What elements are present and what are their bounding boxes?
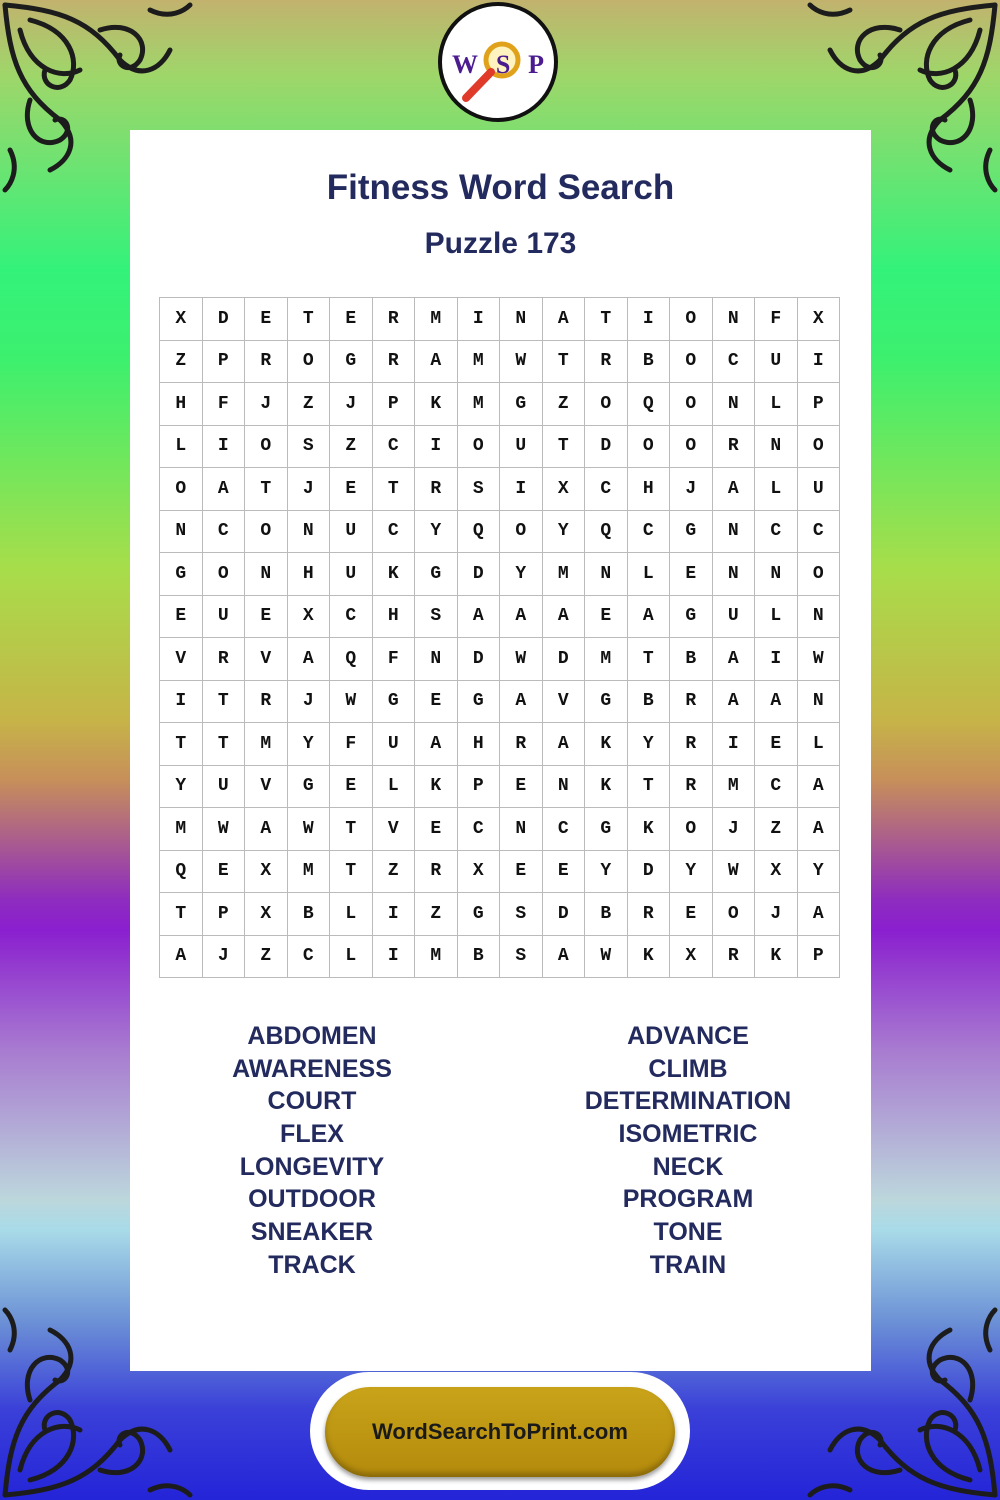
grid-cell[interactable]: M: [415, 298, 458, 341]
grid-cell[interactable]: O: [458, 426, 501, 469]
grid-cell[interactable]: D: [543, 638, 586, 681]
grid-cell[interactable]: O: [288, 341, 331, 384]
grid-cell[interactable]: U: [798, 468, 841, 511]
grid-cell[interactable]: I: [500, 468, 543, 511]
grid-cell[interactable]: S: [458, 468, 501, 511]
grid-cell[interactable]: A: [288, 638, 331, 681]
grid-cell[interactable]: L: [330, 936, 373, 979]
grid-cell[interactable]: K: [628, 808, 671, 851]
grid-cell[interactable]: K: [373, 553, 416, 596]
grid-cell[interactable]: I: [160, 681, 203, 724]
grid-cell[interactable]: G: [415, 553, 458, 596]
grid-cell[interactable]: X: [245, 851, 288, 894]
grid-cell[interactable]: O: [670, 298, 713, 341]
grid-cell[interactable]: N: [798, 596, 841, 639]
grid-cell[interactable]: P: [798, 383, 841, 426]
grid-cell[interactable]: N: [713, 553, 756, 596]
grid-cell[interactable]: C: [585, 468, 628, 511]
grid-cell[interactable]: F: [330, 723, 373, 766]
grid-cell[interactable]: R: [245, 681, 288, 724]
grid-cell[interactable]: C: [755, 766, 798, 809]
grid-cell[interactable]: X: [458, 851, 501, 894]
grid-cell[interactable]: U: [713, 596, 756, 639]
grid-cell[interactable]: N: [755, 426, 798, 469]
grid-cell[interactable]: A: [543, 596, 586, 639]
grid-cell[interactable]: C: [543, 808, 586, 851]
grid-cell[interactable]: T: [330, 851, 373, 894]
grid-cell[interactable]: S: [415, 596, 458, 639]
grid-cell[interactable]: G: [585, 681, 628, 724]
grid-cell[interactable]: E: [755, 723, 798, 766]
grid-cell[interactable]: Z: [543, 383, 586, 426]
grid-cell[interactable]: N: [245, 553, 288, 596]
grid-cell[interactable]: L: [798, 723, 841, 766]
grid-cell[interactable]: N: [798, 681, 841, 724]
grid-cell[interactable]: E: [160, 596, 203, 639]
grid-cell[interactable]: I: [713, 723, 756, 766]
grid-cell[interactable]: R: [713, 426, 756, 469]
page-title: Fitness Word Search: [326, 168, 675, 207]
grid-cell[interactable]: Z: [755, 808, 798, 851]
word-list-item: FLEX: [280, 1120, 344, 1149]
grid-cell[interactable]: J: [330, 383, 373, 426]
grid-cell[interactable]: A: [500, 681, 543, 724]
grid-cell[interactable]: H: [458, 723, 501, 766]
grid-cell[interactable]: M: [458, 341, 501, 384]
grid-cell[interactable]: T: [543, 341, 586, 384]
word-list-item: PROGRAM: [622, 1185, 754, 1214]
grid-cell[interactable]: V: [543, 681, 586, 724]
grid-cell[interactable]: I: [628, 298, 671, 341]
grid-cell[interactable]: A: [755, 681, 798, 724]
grid-cell[interactable]: Q: [628, 383, 671, 426]
grid-cell[interactable]: S: [500, 936, 543, 979]
word-list-item: ISOMETRIC: [618, 1120, 758, 1149]
grid-cell[interactable]: E: [203, 851, 246, 894]
grid-cell[interactable]: C: [755, 511, 798, 554]
grid-cell[interactable]: W: [585, 936, 628, 979]
grid-cell[interactable]: G: [458, 681, 501, 724]
grid-cell[interactable]: T: [543, 426, 586, 469]
word-list-item: CLIMB: [648, 1054, 728, 1083]
logo-letter-s: S: [495, 50, 511, 79]
puzzle-number: Puzzle 173: [424, 227, 577, 260]
grid-cell[interactable]: K: [628, 936, 671, 979]
grid-cell[interactable]: S: [500, 893, 543, 936]
grid-cell[interactable]: X: [245, 893, 288, 936]
grid-cell[interactable]: J: [288, 681, 331, 724]
grid-cell[interactable]: C: [203, 511, 246, 554]
grid-cell[interactable]: I: [458, 298, 501, 341]
grid-cell[interactable]: M: [245, 723, 288, 766]
word-list-left: [182, 1020, 442, 1282]
grid-cell[interactable]: U: [330, 553, 373, 596]
grid-cell[interactable]: H: [628, 468, 671, 511]
grid-cell[interactable]: N: [585, 553, 628, 596]
grid-cell[interactable]: K: [755, 936, 798, 979]
grid-cell[interactable]: Q: [585, 511, 628, 554]
grid-cell[interactable]: R: [500, 723, 543, 766]
grid-cell[interactable]: E: [670, 553, 713, 596]
grid-cell[interactable]: G: [670, 511, 713, 554]
grid-cell[interactable]: L: [755, 596, 798, 639]
logo-letter-w: W: [452, 50, 478, 79]
grid-cell[interactable]: P: [203, 893, 246, 936]
grid-cell[interactable]: X: [288, 596, 331, 639]
grid-cell[interactable]: O: [713, 893, 756, 936]
grid-cell[interactable]: Q: [458, 511, 501, 554]
grid-cell[interactable]: I: [373, 936, 416, 979]
grid-cell[interactable]: E: [415, 681, 458, 724]
grid-cell[interactable]: R: [373, 298, 416, 341]
grid-cell[interactable]: O: [160, 468, 203, 511]
grid-cell[interactable]: R: [713, 936, 756, 979]
grid-cell[interactable]: Y: [500, 553, 543, 596]
grid-cell[interactable]: A: [543, 298, 586, 341]
grid-cell[interactable]: N: [415, 638, 458, 681]
grid-cell[interactable]: E: [500, 851, 543, 894]
grid-cell[interactable]: T: [628, 766, 671, 809]
grid-cell[interactable]: H: [160, 383, 203, 426]
grid-cell[interactable]: Z: [330, 426, 373, 469]
grid-cell[interactable]: P: [798, 936, 841, 979]
grid-cell[interactable]: Q: [330, 638, 373, 681]
website-link-button[interactable]: [325, 1387, 675, 1477]
grid-cell[interactable]: N: [755, 553, 798, 596]
grid-cell[interactable]: K: [415, 383, 458, 426]
grid-cell[interactable]: B: [628, 341, 671, 384]
grid-cell[interactable]: B: [670, 638, 713, 681]
grid-cell[interactable]: E: [670, 893, 713, 936]
grid-cell[interactable]: U: [203, 596, 246, 639]
grid-cell[interactable]: E: [500, 766, 543, 809]
grid-cell[interactable]: A: [713, 468, 756, 511]
grid-cell[interactable]: D: [585, 426, 628, 469]
grid-cell[interactable]: W: [500, 638, 543, 681]
grid-cell[interactable]: Z: [160, 341, 203, 384]
grid-cell[interactable]: R: [373, 341, 416, 384]
grid-cell[interactable]: J: [713, 808, 756, 851]
grid-cell[interactable]: P: [373, 383, 416, 426]
grid-cell[interactable]: T: [245, 468, 288, 511]
grid-cell[interactable]: U: [330, 511, 373, 554]
grid-cell[interactable]: T: [288, 298, 331, 341]
grid-cell[interactable]: Y: [670, 851, 713, 894]
word-list-item: DETERMINATION: [584, 1087, 792, 1116]
grid-cell[interactable]: N: [543, 766, 586, 809]
grid-cell[interactable]: M: [415, 936, 458, 979]
word-list-item: SNEAKER: [250, 1218, 374, 1247]
grid-cell[interactable]: T: [160, 893, 203, 936]
grid-cell[interactable]: F: [755, 298, 798, 341]
word-list-item: TONE: [653, 1218, 723, 1247]
grid-cell[interactable]: W: [330, 681, 373, 724]
grid-cell[interactable]: A: [415, 723, 458, 766]
grid-cell[interactable]: R: [203, 638, 246, 681]
grid-cell[interactable]: X: [670, 936, 713, 979]
grid-cell[interactable]: Y: [628, 723, 671, 766]
grid-cell[interactable]: G: [458, 893, 501, 936]
grid-cell[interactable]: O: [670, 341, 713, 384]
grid-cell[interactable]: N: [500, 808, 543, 851]
grid-cell[interactable]: C: [628, 511, 671, 554]
grid-cell[interactable]: K: [415, 766, 458, 809]
grid-cell[interactable]: A: [203, 468, 246, 511]
grid-cell[interactable]: E: [330, 766, 373, 809]
grid-cell[interactable]: X: [160, 298, 203, 341]
grid-cell[interactable]: Z: [415, 893, 458, 936]
grid-cell[interactable]: R: [628, 893, 671, 936]
grid-cell[interactable]: W: [288, 808, 331, 851]
grid-cell[interactable]: E: [415, 808, 458, 851]
grid-cell[interactable]: T: [585, 298, 628, 341]
grid-cell[interactable]: E: [330, 298, 373, 341]
grid-cell[interactable]: A: [543, 723, 586, 766]
grid-cell[interactable]: C: [288, 936, 331, 979]
grid-cell[interactable]: J: [755, 893, 798, 936]
grid-cell[interactable]: B: [585, 893, 628, 936]
word-list-item: LONGEVITY: [239, 1152, 385, 1181]
grid-cell[interactable]: F: [203, 383, 246, 426]
grid-cell[interactable]: O: [585, 383, 628, 426]
grid-cell[interactable]: O: [798, 553, 841, 596]
grid-cell[interactable]: O: [245, 511, 288, 554]
grid-cell[interactable]: X: [755, 851, 798, 894]
grid-cell[interactable]: X: [543, 468, 586, 511]
grid-cell[interactable]: N: [160, 511, 203, 554]
grid-cell[interactable]: R: [415, 468, 458, 511]
grid-cell[interactable]: O: [203, 553, 246, 596]
grid-cell[interactable]: K: [585, 723, 628, 766]
grid-cell[interactable]: F: [373, 638, 416, 681]
grid-cell[interactable]: E: [543, 851, 586, 894]
grid-cell[interactable]: U: [755, 341, 798, 384]
grid-cell[interactable]: O: [798, 426, 841, 469]
grid-cell[interactable]: C: [373, 426, 416, 469]
grid-cell[interactable]: Z: [373, 851, 416, 894]
grid-cell[interactable]: M: [160, 808, 203, 851]
site-logo[interactable]: [438, 2, 558, 122]
grid-cell[interactable]: G: [585, 808, 628, 851]
grid-cell[interactable]: L: [755, 383, 798, 426]
puzzle-sheet: [130, 130, 871, 1371]
grid-cell[interactable]: L: [628, 553, 671, 596]
grid-cell[interactable]: P: [203, 341, 246, 384]
grid-cell[interactable]: G: [330, 341, 373, 384]
grid-cell[interactable]: A: [458, 596, 501, 639]
grid-cell[interactable]: A: [543, 936, 586, 979]
grid-cell[interactable]: T: [628, 638, 671, 681]
grid-cell[interactable]: A: [713, 681, 756, 724]
grid-cell[interactable]: R: [670, 766, 713, 809]
logo-letter-p: P: [528, 50, 544, 79]
grid-cell[interactable]: E: [245, 298, 288, 341]
grid-cell[interactable]: A: [415, 341, 458, 384]
grid-cell[interactable]: T: [203, 681, 246, 724]
grid-cell[interactable]: O: [670, 383, 713, 426]
grid-cell[interactable]: D: [458, 638, 501, 681]
grid-cell[interactable]: I: [415, 426, 458, 469]
grid-cell[interactable]: R: [245, 341, 288, 384]
grid-cell[interactable]: T: [373, 468, 416, 511]
grid-cell[interactable]: I: [373, 893, 416, 936]
grid-cell[interactable]: Y: [160, 766, 203, 809]
grid-cell[interactable]: N: [713, 511, 756, 554]
grid-cell[interactable]: A: [798, 893, 841, 936]
grid-cell[interactable]: A: [500, 596, 543, 639]
grid-cell[interactable]: E: [330, 468, 373, 511]
grid-cell[interactable]: R: [585, 341, 628, 384]
grid-cell[interactable]: L: [373, 766, 416, 809]
grid-cell[interactable]: U: [203, 766, 246, 809]
grid-cell[interactable]: W: [500, 341, 543, 384]
website-link-label: WordSearchToPrint.com: [372, 1419, 628, 1444]
grid-cell[interactable]: C: [798, 511, 841, 554]
grid-cell[interactable]: D: [543, 893, 586, 936]
grid-cell[interactable]: A: [798, 808, 841, 851]
grid-cell[interactable]: C: [330, 596, 373, 639]
word-list-item: COURT: [267, 1087, 357, 1116]
grid-cell[interactable]: I: [798, 341, 841, 384]
grid-cell[interactable]: B: [458, 936, 501, 979]
grid-cell[interactable]: R: [670, 723, 713, 766]
grid-cell[interactable]: A: [798, 766, 841, 809]
grid-cell[interactable]: T: [160, 723, 203, 766]
grid-cell[interactable]: Y: [585, 851, 628, 894]
grid-cell[interactable]: I: [203, 426, 246, 469]
grid-cell[interactable]: H: [373, 596, 416, 639]
grid-cell[interactable]: T: [330, 808, 373, 851]
grid-cell[interactable]: C: [373, 511, 416, 554]
grid-cell[interactable]: L: [160, 426, 203, 469]
letter-grid: [159, 297, 840, 978]
grid-cell[interactable]: V: [373, 808, 416, 851]
word-list-item: TRAIN: [649, 1250, 727, 1279]
grid-cell[interactable]: D: [458, 553, 501, 596]
grid-cell[interactable]: Y: [543, 511, 586, 554]
grid-cell[interactable]: M: [585, 638, 628, 681]
grid-cell[interactable]: A: [628, 596, 671, 639]
grid-cell[interactable]: O: [628, 426, 671, 469]
grid-cell[interactable]: C: [713, 341, 756, 384]
grid-cell[interactable]: L: [755, 468, 798, 511]
grid-cell[interactable]: V: [160, 638, 203, 681]
grid-cell[interactable]: H: [288, 553, 331, 596]
grid-cell[interactable]: T: [203, 723, 246, 766]
grid-cell[interactable]: O: [670, 808, 713, 851]
word-list-item: AWARENESS: [232, 1054, 392, 1083]
grid-cell[interactable]: Y: [798, 851, 841, 894]
grid-cell[interactable]: G: [670, 596, 713, 639]
grid-cell[interactable]: R: [670, 681, 713, 724]
grid-cell[interactable]: C: [458, 808, 501, 851]
grid-cell[interactable]: S: [288, 426, 331, 469]
grid-cell[interactable]: A: [245, 808, 288, 851]
grid-cell[interactable]: K: [585, 766, 628, 809]
grid-cell[interactable]: W: [798, 638, 841, 681]
grid-cell[interactable]: Y: [415, 511, 458, 554]
grid-cell[interactable]: G: [160, 553, 203, 596]
grid-cell[interactable]: J: [670, 468, 713, 511]
grid-cell[interactable]: Z: [245, 936, 288, 979]
grid-cell[interactable]: R: [415, 851, 458, 894]
grid-cell[interactable]: B: [628, 681, 671, 724]
grid-cell[interactable]: J: [288, 468, 331, 511]
grid-cell[interactable]: U: [373, 723, 416, 766]
word-list-item: OUTDOOR: [248, 1185, 376, 1214]
grid-cell[interactable]: E: [585, 596, 628, 639]
word-list-right: [558, 1020, 818, 1282]
grid-cell[interactable]: B: [288, 893, 331, 936]
grid-cell[interactable]: E: [245, 596, 288, 639]
word-list-item: NECK: [652, 1152, 724, 1181]
grid-cell[interactable]: Z: [288, 383, 331, 426]
grid-cell[interactable]: A: [160, 936, 203, 979]
word-list-item: TRACK: [268, 1250, 356, 1279]
grid-cell[interactable]: J: [203, 936, 246, 979]
grid-cell[interactable]: L: [330, 893, 373, 936]
grid-cell[interactable]: N: [288, 511, 331, 554]
grid-cell[interactable]: N: [713, 383, 756, 426]
word-list-item: ADVANCE: [627, 1022, 749, 1050]
grid-cell[interactable]: G: [373, 681, 416, 724]
grid-cell[interactable]: G: [288, 766, 331, 809]
grid-cell[interactable]: N: [713, 298, 756, 341]
grid-cell[interactable]: X: [798, 298, 841, 341]
grid-cell[interactable]: J: [245, 383, 288, 426]
grid-cell[interactable]: M: [713, 766, 756, 809]
grid-cell[interactable]: V: [245, 766, 288, 809]
grid-cell[interactable]: D: [628, 851, 671, 894]
grid-cell[interactable]: G: [500, 383, 543, 426]
grid-cell[interactable]: N: [500, 298, 543, 341]
grid-cell[interactable]: I: [755, 638, 798, 681]
grid-cell[interactable]: M: [543, 553, 586, 596]
word-list-item: ABDOMEN: [247, 1022, 377, 1050]
grid-cell[interactable]: O: [670, 426, 713, 469]
grid-cell[interactable]: P: [458, 766, 501, 809]
grid-cell[interactable]: V: [245, 638, 288, 681]
grid-cell[interactable]: U: [500, 426, 543, 469]
grid-cell[interactable]: M: [288, 851, 331, 894]
grid-cell[interactable]: Y: [288, 723, 331, 766]
grid-cell[interactable]: D: [203, 298, 246, 341]
grid-cell[interactable]: W: [203, 808, 246, 851]
grid-cell[interactable]: O: [500, 511, 543, 554]
grid-cell[interactable]: A: [713, 638, 756, 681]
grid-cell[interactable]: O: [245, 426, 288, 469]
grid-cell[interactable]: M: [458, 383, 501, 426]
grid-cell[interactable]: W: [713, 851, 756, 894]
grid-cell[interactable]: Q: [160, 851, 203, 894]
